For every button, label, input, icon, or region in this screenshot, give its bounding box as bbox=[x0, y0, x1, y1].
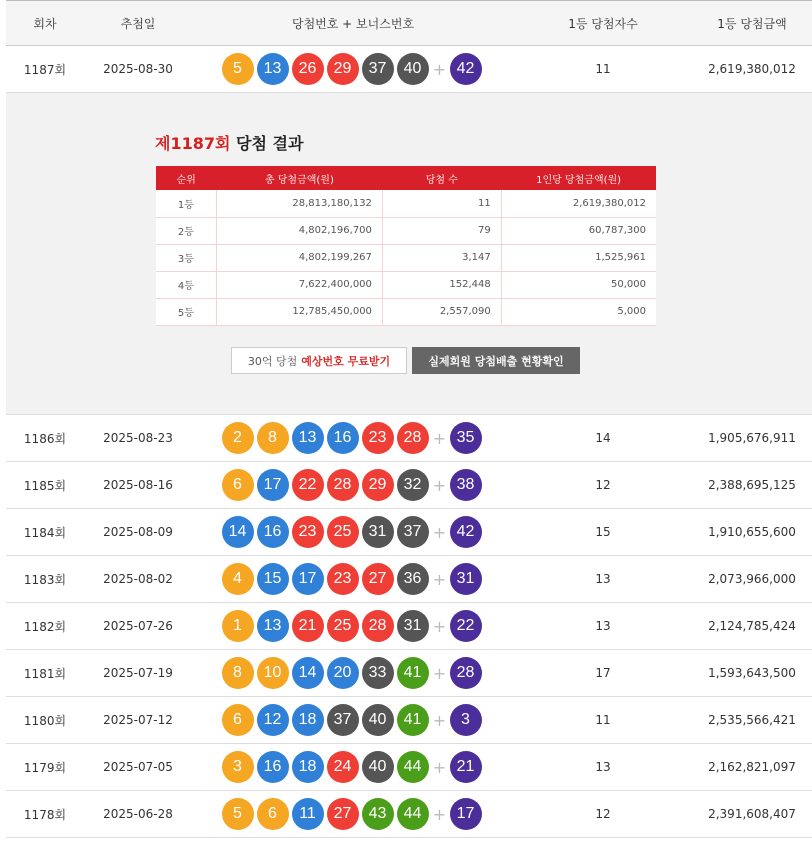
round-cell: 1185회 bbox=[23, 478, 67, 493]
prize-row bbox=[156, 217, 656, 244]
table-row[interactable] bbox=[6, 509, 812, 556]
prize-count: 2,557,090 bbox=[382, 298, 501, 325]
lotto-results-table bbox=[6, 0, 812, 838]
number-ball: 18 bbox=[292, 751, 324, 783]
number-ball: 41 bbox=[397, 657, 429, 689]
number-ball: 18 bbox=[292, 704, 324, 736]
amount-cell: 2,073,966,000 bbox=[708, 572, 796, 586]
number-ball: 14 bbox=[222, 516, 254, 548]
bonus-ball: 35 bbox=[450, 422, 482, 454]
number-ball: 23 bbox=[362, 422, 394, 454]
date-cell: 2025-08-09 bbox=[103, 525, 173, 539]
number-ball: 28 bbox=[362, 610, 394, 642]
prize-count: 152,448 bbox=[382, 271, 501, 298]
bonus-ball: 42 bbox=[450, 516, 482, 548]
number-ball: 43 bbox=[362, 798, 394, 830]
header-date: 추첨일 bbox=[120, 16, 156, 31]
plus-icon: + bbox=[432, 569, 447, 589]
number-ball: 37 bbox=[327, 704, 359, 736]
number-ball: 1 bbox=[222, 610, 254, 642]
winners-cell: 13 bbox=[595, 619, 611, 633]
balls-cell bbox=[192, 563, 514, 595]
amount-cell: 1,905,676,911 bbox=[708, 431, 796, 445]
number-ball: 2 bbox=[222, 422, 254, 454]
number-ball: 44 bbox=[397, 751, 429, 783]
number-ball: 22 bbox=[292, 469, 324, 501]
prize-col-each: 1인당 당첨금액(원) bbox=[501, 166, 656, 190]
prize-each: 50,000 bbox=[501, 271, 656, 298]
winners-cell: 12 bbox=[595, 807, 611, 821]
amount-cell: 2,388,695,125 bbox=[708, 478, 796, 492]
date-cell: 2025-07-05 bbox=[103, 760, 173, 774]
number-ball: 25 bbox=[327, 516, 359, 548]
prize-total: 7,622,400,000 bbox=[216, 271, 382, 298]
round-cell: 1180회 bbox=[23, 713, 67, 728]
number-ball: 4 bbox=[222, 563, 254, 595]
number-ball: 41 bbox=[397, 704, 429, 736]
history-rows bbox=[6, 415, 812, 838]
balls-cell bbox=[192, 610, 514, 642]
number-ball: 25 bbox=[327, 610, 359, 642]
plus-icon: + bbox=[432, 59, 447, 79]
number-ball: 37 bbox=[397, 516, 429, 548]
winners-cell: 14 bbox=[595, 431, 611, 445]
number-ball: 15 bbox=[257, 563, 289, 595]
number-ball: 11 bbox=[292, 798, 324, 830]
number-ball: 3 bbox=[222, 751, 254, 783]
number-ball: 29 bbox=[362, 469, 394, 501]
number-ball: 40 bbox=[397, 53, 429, 85]
amount-cell: 2,619,380,012 bbox=[708, 62, 796, 76]
round-cell: 1181회 bbox=[23, 666, 67, 681]
free-prediction-button[interactable] bbox=[231, 347, 407, 374]
plus-icon: + bbox=[432, 428, 447, 448]
balls-cell bbox=[192, 469, 514, 501]
balls-cell bbox=[192, 657, 514, 689]
prize-row bbox=[156, 244, 656, 271]
winners-cell: 11 bbox=[595, 62, 611, 76]
header-amount: 1등 당첨금액 bbox=[717, 16, 787, 31]
round-cell: 1183회 bbox=[23, 572, 67, 587]
number-ball: 37 bbox=[362, 53, 394, 85]
prize-rank: 3등 bbox=[156, 244, 216, 271]
amount-cell: 2,391,608,407 bbox=[708, 807, 796, 821]
round-cell: 1187회 bbox=[23, 62, 67, 77]
round-detail-panel bbox=[6, 93, 812, 415]
number-ball: 26 bbox=[292, 53, 324, 85]
winners-cell: 17 bbox=[595, 666, 611, 680]
prize-table bbox=[156, 166, 656, 326]
prize-rank: 2등 bbox=[156, 217, 216, 244]
prize-each: 5,000 bbox=[501, 298, 656, 325]
balls-cell bbox=[192, 798, 514, 830]
amount-cell: 2,535,566,421 bbox=[708, 713, 796, 727]
number-ball: 13 bbox=[292, 422, 324, 454]
round-cell: 1178회 bbox=[23, 807, 67, 822]
number-ball: 10 bbox=[257, 657, 289, 689]
table-row[interactable] bbox=[6, 744, 812, 791]
date-cell: 2025-06-28 bbox=[103, 807, 173, 821]
bonus-ball: 31 bbox=[450, 563, 482, 595]
number-ball: 27 bbox=[327, 798, 359, 830]
prize-row bbox=[156, 271, 656, 298]
number-ball: 21 bbox=[292, 610, 324, 642]
free-prediction-prefix: 30억 당첨 bbox=[247, 354, 298, 368]
amount-cell: 1,593,643,500 bbox=[708, 666, 796, 680]
prize-total: 4,802,196,700 bbox=[216, 217, 382, 244]
prize-total: 28,813,180,132 bbox=[216, 190, 382, 217]
number-ball: 6 bbox=[222, 704, 254, 736]
table-header bbox=[6, 0, 812, 46]
number-ball: 28 bbox=[397, 422, 429, 454]
number-ball: 14 bbox=[292, 657, 324, 689]
header-numbers: 당첨번호 + 보너스번호 bbox=[291, 16, 414, 31]
date-cell: 2025-07-26 bbox=[103, 619, 173, 633]
prize-count: 3,147 bbox=[382, 244, 501, 271]
number-ball: 8 bbox=[257, 422, 289, 454]
prize-total: 4,802,199,267 bbox=[216, 244, 382, 271]
winners-cell: 12 bbox=[595, 478, 611, 492]
number-ball: 23 bbox=[292, 516, 324, 548]
number-ball: 16 bbox=[257, 516, 289, 548]
bonus-ball: 22 bbox=[450, 610, 482, 642]
plus-icon: + bbox=[432, 522, 447, 542]
plus-icon: + bbox=[432, 710, 447, 730]
balls-cell bbox=[192, 751, 514, 783]
number-ball: 29 bbox=[327, 53, 359, 85]
round-cell: 1182회 bbox=[23, 619, 67, 634]
number-ball: 31 bbox=[362, 516, 394, 548]
prize-count: 79 bbox=[382, 217, 501, 244]
prize-each: 1,525,961 bbox=[501, 244, 656, 271]
member-wins-button[interactable]: 실제회원 당첨배출 현황확인 bbox=[412, 347, 580, 374]
date-cell: 2025-08-02 bbox=[103, 572, 173, 586]
bonus-ball: 28 bbox=[450, 657, 482, 689]
prize-col-rank: 순위 bbox=[156, 166, 216, 190]
plus-icon: + bbox=[432, 475, 447, 495]
number-ball: 6 bbox=[257, 798, 289, 830]
table-row[interactable] bbox=[6, 462, 812, 509]
round-cell: 1184회 bbox=[23, 525, 67, 540]
round-cell: 1179회 bbox=[23, 760, 67, 775]
prize-rank: 5등 bbox=[156, 298, 216, 325]
detail-title-round: 제1187회 bbox=[155, 134, 231, 153]
date-cell: 2025-08-30 bbox=[103, 62, 173, 76]
amount-cell: 2,124,785,424 bbox=[708, 619, 796, 633]
winners-cell: 13 bbox=[595, 572, 611, 586]
header-round: 회차 bbox=[33, 16, 57, 31]
balls-cell bbox=[192, 516, 514, 548]
plus-icon: + bbox=[432, 616, 447, 636]
number-ball: 12 bbox=[257, 704, 289, 736]
table-row[interactable] bbox=[6, 415, 812, 462]
number-ball: 8 bbox=[222, 657, 254, 689]
number-ball: 16 bbox=[257, 751, 289, 783]
number-ball: 33 bbox=[362, 657, 394, 689]
winners-cell: 13 bbox=[595, 760, 611, 774]
number-ball: 17 bbox=[257, 469, 289, 501]
date-cell: 2025-07-12 bbox=[103, 713, 173, 727]
number-ball: 40 bbox=[362, 751, 394, 783]
number-ball: 16 bbox=[327, 422, 359, 454]
number-ball: 40 bbox=[362, 704, 394, 736]
prize-each: 2,619,380,012 bbox=[501, 190, 656, 217]
number-ball: 24 bbox=[327, 751, 359, 783]
amount-cell: 2,162,821,097 bbox=[708, 760, 796, 774]
table-row[interactable] bbox=[6, 697, 812, 744]
table-row[interactable] bbox=[6, 556, 812, 603]
bonus-ball: 42 bbox=[450, 53, 482, 85]
round-cell: 1186회 bbox=[23, 431, 67, 446]
bonus-ball: 38 bbox=[450, 469, 482, 501]
prize-row bbox=[156, 190, 656, 217]
prize-rank: 4등 bbox=[156, 271, 216, 298]
balls-cell bbox=[192, 422, 514, 454]
table-row[interactable] bbox=[6, 603, 812, 650]
free-prediction-highlight: 예상번호 무료받기 bbox=[301, 354, 391, 368]
bonus-ball: 3 bbox=[450, 704, 482, 736]
date-cell: 2025-08-16 bbox=[103, 478, 173, 492]
detail-title-suffix: 당첨 결과 bbox=[236, 134, 304, 153]
prize-rank: 1등 bbox=[156, 190, 216, 217]
prize-row bbox=[156, 298, 656, 325]
number-ball: 28 bbox=[327, 469, 359, 501]
table-row[interactable] bbox=[6, 650, 812, 697]
winners-cell: 15 bbox=[595, 525, 611, 539]
number-ball: 32 bbox=[397, 469, 429, 501]
balls-cell bbox=[192, 53, 514, 85]
plus-icon: + bbox=[432, 804, 447, 824]
number-ball: 13 bbox=[257, 610, 289, 642]
prize-count: 11 bbox=[382, 190, 501, 217]
number-ball: 6 bbox=[222, 469, 254, 501]
balls-cell bbox=[192, 704, 514, 736]
prize-col-total: 총 당첨금액(원) bbox=[216, 166, 382, 190]
amount-cell: 1,910,655,600 bbox=[708, 525, 796, 539]
number-ball: 36 bbox=[397, 563, 429, 595]
prize-each: 60,787,300 bbox=[501, 217, 656, 244]
number-ball: 5 bbox=[222, 53, 254, 85]
plus-icon: + bbox=[432, 757, 447, 777]
number-ball: 5 bbox=[222, 798, 254, 830]
detail-title bbox=[155, 131, 303, 154]
number-ball: 23 bbox=[327, 563, 359, 595]
prize-total: 12,785,450,000 bbox=[216, 298, 382, 325]
header-winners: 1등 당첨자수 bbox=[568, 16, 638, 31]
number-ball: 44 bbox=[397, 798, 429, 830]
winners-cell: 11 bbox=[595, 713, 611, 727]
number-ball: 20 bbox=[327, 657, 359, 689]
bonus-ball: 17 bbox=[450, 798, 482, 830]
number-ball: 31 bbox=[397, 610, 429, 642]
bonus-ball: 21 bbox=[450, 751, 482, 783]
plus-icon: + bbox=[432, 663, 447, 683]
date-cell: 2025-08-23 bbox=[103, 431, 173, 445]
number-ball: 27 bbox=[362, 563, 394, 595]
table-row-selected[interactable] bbox=[6, 46, 812, 93]
date-cell: 2025-07-19 bbox=[103, 666, 173, 680]
number-ball: 13 bbox=[257, 53, 289, 85]
number-ball: 17 bbox=[292, 563, 324, 595]
table-row[interactable] bbox=[6, 791, 812, 838]
prize-col-count: 당첨 수 bbox=[382, 166, 501, 190]
